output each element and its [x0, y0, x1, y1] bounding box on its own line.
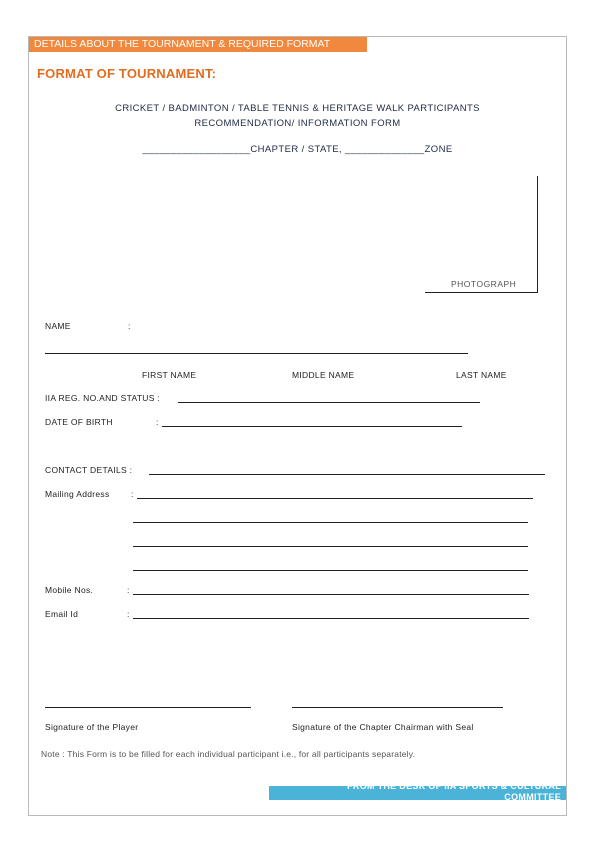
dob-label: DATE OF BIRTH — [45, 417, 113, 427]
mailing-label: Mailing Address — [45, 489, 110, 499]
reg-no-field[interactable] — [178, 402, 480, 403]
email-field[interactable] — [133, 618, 529, 619]
first-name-caption: FIRST NAME — [142, 370, 197, 380]
player-signature-field[interactable] — [45, 707, 251, 708]
footer-line2: COMMITTEE — [504, 792, 561, 802]
name-label: NAME — [45, 321, 71, 331]
email-label: Email Id — [45, 609, 79, 619]
chairman-signature-field[interactable] — [292, 707, 503, 708]
section-title: FORMAT OF TOURNAMENT: — [37, 66, 217, 81]
last-name-caption: LAST NAME — [456, 370, 507, 380]
mobile-colon: : — [127, 585, 130, 595]
header-banner: DETAILS ABOUT THE TOURNAMENT & REQUIRED FORMAT — [29, 37, 367, 52]
contact-label: CONTACT DETAILS : — [45, 465, 133, 475]
chapter-zone-line[interactable]: ___________________CHAPTER / STATE, ______________ZONE — [142, 144, 453, 155]
middle-name-caption: MIDDLE NAME — [292, 370, 355, 380]
form-title-line1: CRICKET / BADMINTON / TABLE TENNIS & HERITAGE WALK PARTICIPANTS — [115, 103, 480, 114]
name-field[interactable] — [45, 353, 468, 354]
player-signature-label: Signature of the Player — [45, 722, 139, 732]
dob-colon: : — [156, 417, 159, 427]
photo-label: PHOTOGRAPH — [451, 279, 517, 289]
mailing-field-2[interactable] — [133, 522, 528, 523]
mailing-field-3[interactable] — [133, 546, 528, 547]
footer-text — [311, 781, 561, 803]
photo-box-border-right — [537, 176, 538, 293]
mailing-colon: : — [131, 489, 134, 499]
reg-no-label: IIA REG. NO.AND STATUS : — [45, 393, 161, 403]
email-colon: : — [127, 609, 130, 619]
name-colon: : — [128, 321, 131, 331]
dob-field[interactable] — [162, 426, 462, 427]
chairman-signature-label: Signature of the Chapter Chairman with Seal — [292, 722, 474, 732]
mobile-field[interactable] — [133, 594, 529, 595]
mailing-field-4[interactable] — [133, 570, 528, 571]
mailing-field-1[interactable] — [137, 498, 533, 499]
photo-box-border-bottom — [425, 292, 538, 293]
mobile-label: Mobile Nos. — [45, 585, 94, 595]
footer-line1: FROM THE DESK OF IIA SPORTS & CULTURAL — [347, 781, 561, 791]
form-note: Note : This Form is to be filled for each individual participant i.e., for all participants separately. — [41, 749, 416, 759]
contact-field[interactable] — [149, 474, 545, 475]
form-title-line2: RECOMMENDATION/ INFORMATION FORM — [194, 118, 401, 129]
